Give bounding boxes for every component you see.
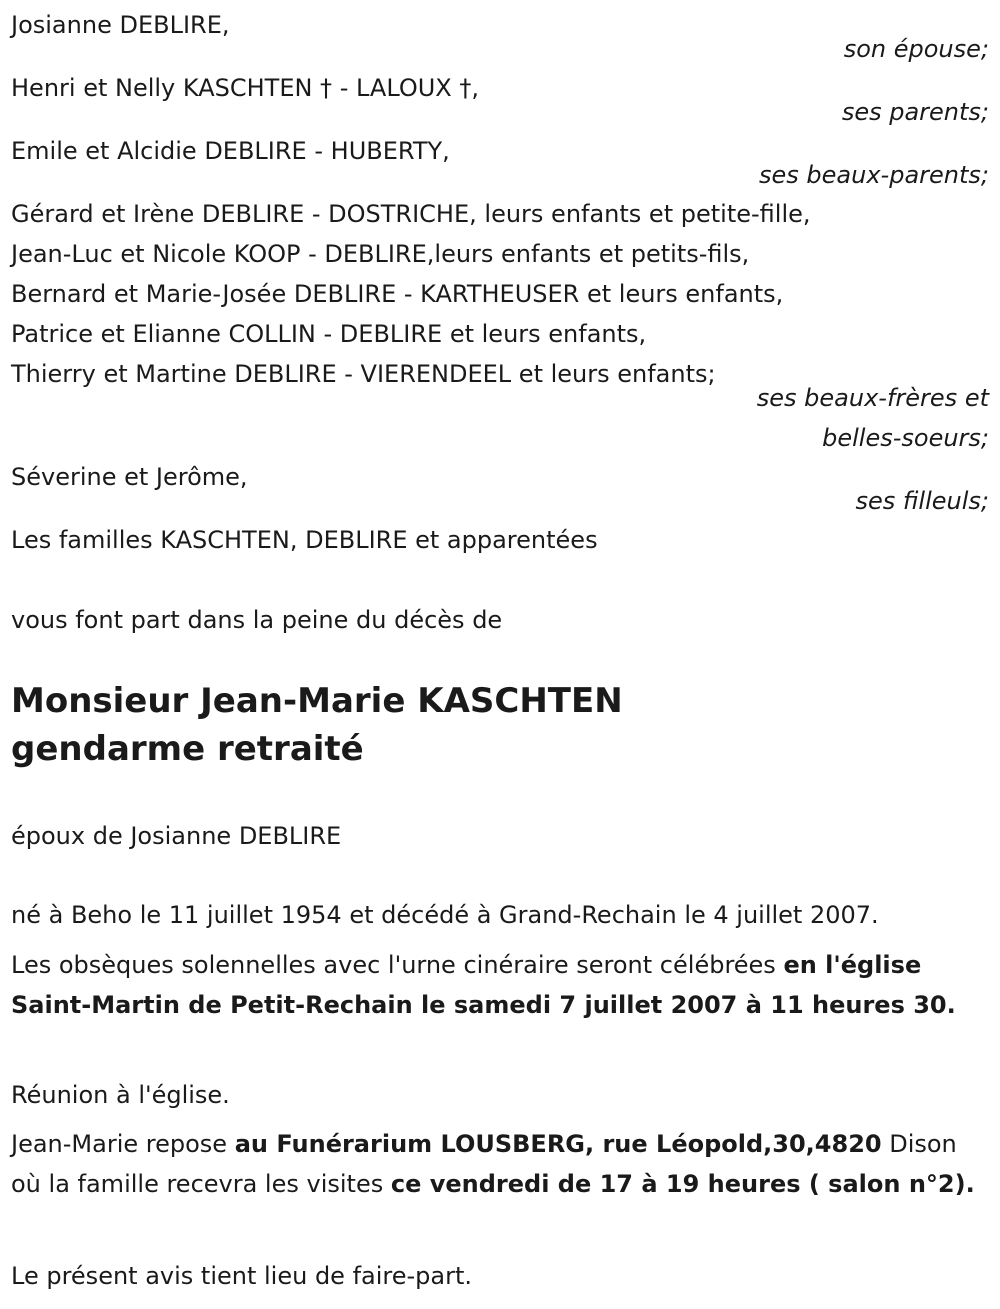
reunion-line: Réunion à l'église. [11,1081,230,1109]
sibling-line: Thierry et Martine DEBLIRE - VIERENDEEL et leurs enfants; [11,360,716,388]
visit-location: au Funérarium LOUSBERG, rue Léopold,30,4820 [234,1130,882,1158]
role-parents: ses parents; [841,98,989,126]
family-line-in-laws: Emile et Alcidie DEBLIRE - HUBERTY, [11,137,450,165]
role-spouse: son épouse; [843,35,989,63]
family-line-parents: Henri et Nelly KASCHTEN † - LALOUX †, [11,74,479,102]
visit-text-2: Dison où la famille recevra les visites [11,1130,957,1198]
sibling-line: Patrice et Elianne COLLIN - DEBLIRE et leurs enfants, [11,320,647,348]
role-siblings-line-2: belles-soeurs; [822,424,989,452]
godchildren-line: Séverine et Jerôme, [11,463,248,491]
funeral-text: Les obsèques solennelles avec l'urne cinéraire seront célébrées [11,951,784,979]
sibling-line: Gérard et Irène DEBLIRE - DOSTRICHE, leurs enfants et petite-fille, [11,200,811,228]
visit-paragraph [11,1124,991,1204]
deceased-name: Monsieur Jean-Marie KASCHTEN [11,681,623,721]
closing-line: Le présent avis tient lieu de faire-part. [11,1262,473,1290]
visit-text-1: Jean-Marie repose [11,1130,235,1158]
role-in-laws: ses beaux-parents; [759,161,989,189]
funeral-details: en l'église Saint-Martin de Petit-Rechain le samedi 7 juillet 2007 à 11 heures 30. [11,951,956,1019]
visit-time: ce vendredi de 17 à 19 heures ( salon n°2). [390,1170,975,1198]
birth-death-line: né à Beho le 11 juillet 1954 et décédé à Grand-Rechain le 4 juillet 2007. [11,901,879,929]
family-line-spouse: Josianne DEBLIRE, [11,11,230,39]
role-siblings-line-1: ses beaux-frères et [756,384,989,412]
funeral-paragraph [11,945,991,1025]
deceased-title: gendarme retraité [11,729,364,769]
role-godchildren: ses filleuls; [855,487,989,515]
sibling-line: Jean-Luc et Nicole KOOP - DEBLIRE,leurs enfants et petits-fils, [11,240,750,268]
families-line: Les familles KASCHTEN, DEBLIRE et apparentées [11,526,598,554]
spouse-line: époux de Josianne DEBLIRE [11,822,342,850]
announce-line: vous font part dans la peine du décès de [11,606,503,634]
sibling-line: Bernard et Marie-Josée DEBLIRE - KARTHEUSER et leurs enfants, [11,280,784,308]
